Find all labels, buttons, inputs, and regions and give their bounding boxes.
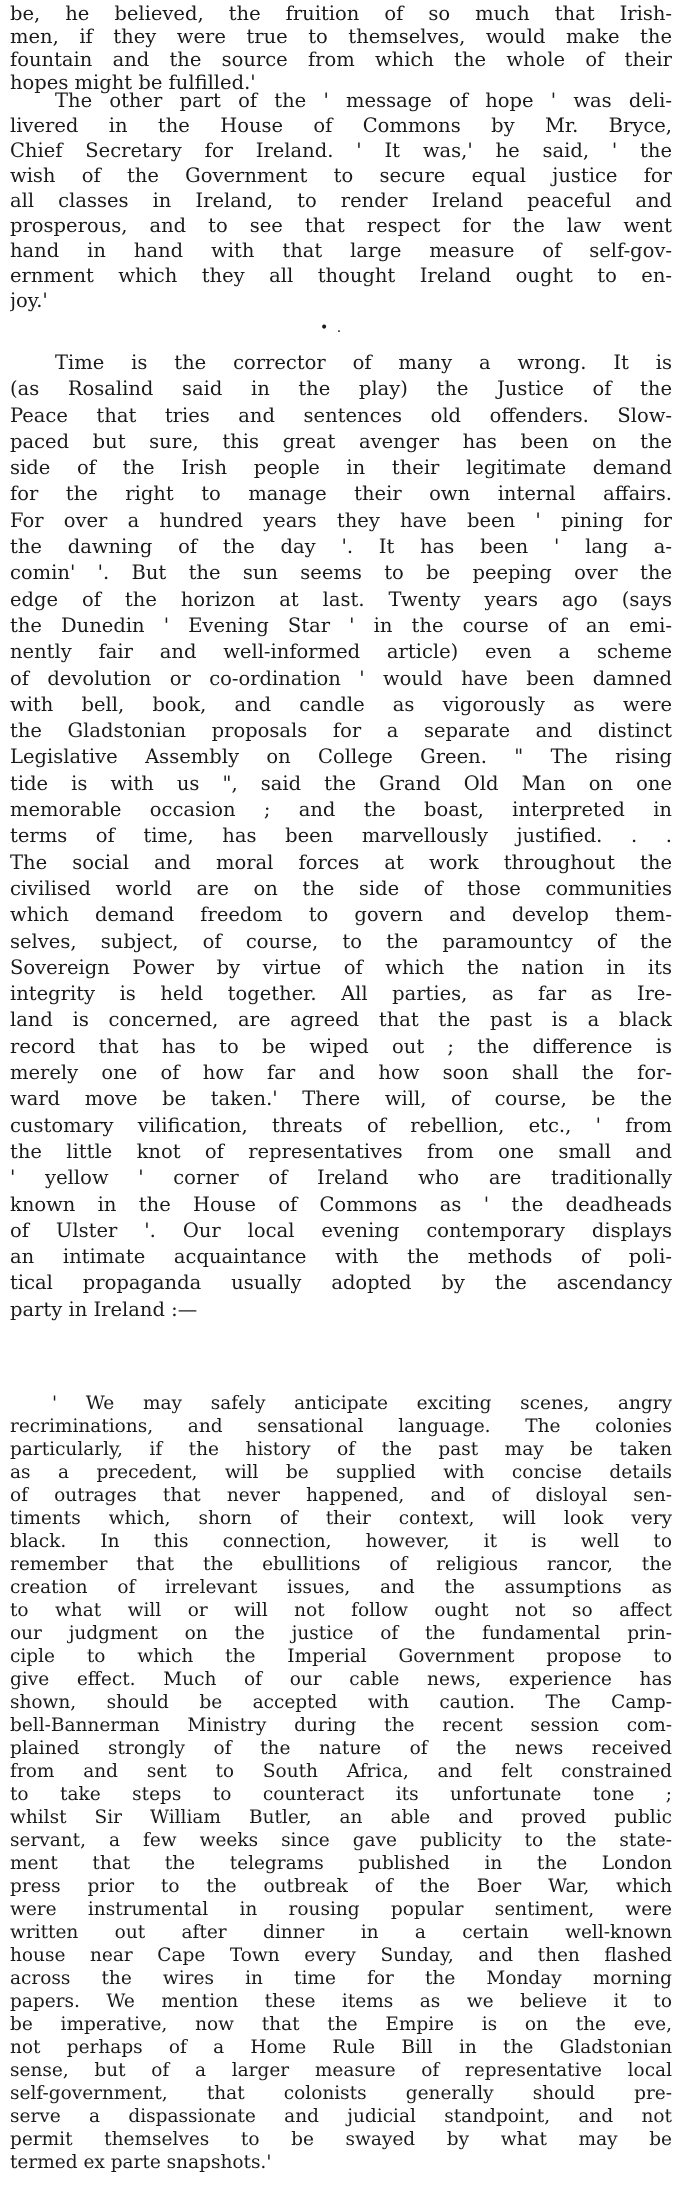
- text-line: black. In this connection, however, it is well to: [10, 1531, 672, 1552]
- text-line: our judgment on the justice of the fundamental prin-: [10, 1623, 672, 1644]
- text-line: customary vilification, threats of rebellion, etc., ' from: [10, 1113, 672, 1137]
- text-line: of Ulster '. Our local evening contemporary displays: [10, 1218, 672, 1242]
- text-line: Time is the corrector of many a wrong. It is: [55, 351, 672, 374]
- text-line: ernment which they all thought Ireland ought to en-: [10, 264, 672, 287]
- text-line: particularly, if the history of the past may be taken: [10, 1439, 672, 1460]
- text-line: not perhaps of a Home Rule Bill in the Gladstonian: [10, 2037, 672, 2058]
- text-line: For over a hundred years they have been ' pining for: [10, 508, 672, 532]
- text-line: integrity is held together. All parties, as far as Ire-: [10, 982, 672, 1006]
- text-line: ment that the telegrams published in the London: [10, 1853, 672, 1874]
- text-line: servant, a few weeks since gave publicity to the state-: [10, 1830, 672, 1851]
- text-line: Peace that tries and sentences old offenders. Slow-: [10, 403, 672, 427]
- paragraph-1: [10, 2, 672, 94]
- text-line: bell-Bannerman Ministry during the recent session com-: [10, 1715, 672, 1736]
- text-line: ' yellow ' corner of Ireland who are traditionally: [10, 1166, 672, 1190]
- text-line: with bell, book, and candle as vigorously as were: [10, 692, 672, 716]
- text-line: the dawning of the day '. It has been ' lang a-: [10, 535, 672, 559]
- text-line: tical propaganda usually adopted by the ascendancy: [10, 1271, 672, 1295]
- text-line: The other part of the ' message of hope ' was deli-: [55, 89, 672, 112]
- text-line: all classes in Ireland, to render Ireland peaceful and: [10, 189, 672, 212]
- text-line: comin' '. But the sun seems to be peeping over the: [10, 561, 672, 585]
- text-line: which demand freedom to govern and develop them-: [10, 903, 672, 927]
- text-line: self-government, that colonists generally should pre-: [10, 2083, 672, 2104]
- text-line: hand in hand with that large measure of self-gov-: [10, 239, 672, 262]
- text-line: serve a dispassionate and judicial standpoint, and not: [10, 2106, 672, 2127]
- text-line: plained strongly of the nature of the news received: [10, 1738, 672, 1759]
- text-line: the Dunedin ' Evening Star ' in the course of an emi-: [10, 613, 672, 637]
- text-line: Legislative Assembly on College Green. " The rising: [10, 745, 672, 769]
- text-line: Chief Secretary for Ireland. ' It was,' he said, ' the: [10, 139, 672, 162]
- text-line: papers. We mention these items as we believe it to: [10, 1991, 672, 2012]
- text-line: written out after dinner in a certain well-known: [10, 1922, 672, 1943]
- text-line: (as Rosalind said in the play) the Justice of the: [10, 377, 672, 401]
- text-line: fountain and the source from which the whole of their: [10, 48, 672, 71]
- text-line: from and sent to South Africa, and felt constrained: [10, 1761, 672, 1782]
- paragraph-3: [10, 350, 672, 1323]
- text-line: men, if they were true to themselves, would make the: [10, 25, 672, 48]
- text-line: the Gladstonian proposals for a separate and distinct: [10, 719, 672, 743]
- text-line: recriminations, and sensational language. The colonies: [10, 1416, 672, 1437]
- text-line: house near Cape Town every Sunday, and then flashed: [10, 1945, 672, 1966]
- text-line: to what will or will not follow ought not so affect: [10, 1600, 672, 1621]
- text-line: shown, should be accepted with caution. The Camp-: [10, 1692, 672, 1713]
- text-line: an intimate acquaintance with the methods of poli-: [10, 1245, 672, 1269]
- section-separator: • .: [320, 320, 344, 336]
- text-line: The social and moral forces at work throughout the: [10, 850, 672, 874]
- text-line: ward move be taken.' There will, of course, be the: [10, 1087, 672, 1111]
- text-line: whilst Sir William Butler, an able and proved public: [10, 1807, 672, 1828]
- text-line: termed ex parte snapshots.': [10, 2152, 272, 2173]
- text-line: nently fair and well-informed article) even a scheme: [10, 640, 672, 664]
- text-line: terms of time, has been marvellously justified. . .: [10, 824, 672, 848]
- text-line: edge of the horizon at last. Twenty years ago (says: [10, 587, 672, 611]
- text-line: paced but sure, this great avenger has been on the: [10, 429, 672, 453]
- text-line: for the right to manage their own internal affairs.: [10, 482, 672, 506]
- text-line: party in Ireland :—: [10, 1297, 198, 1321]
- text-line: press prior to the outbreak of the Boer War, which: [10, 1876, 672, 1897]
- text-line: remember that the ebullitions of religious rancor, the: [10, 1554, 672, 1575]
- text-line: land is concerned, are agreed that the past is a black: [10, 1008, 672, 1032]
- text-line: to take steps to counteract its unfortunate tone ;: [10, 1784, 672, 1805]
- text-line: the little knot of representatives from one small and: [10, 1139, 672, 1163]
- text-line: be imperative, now that the Empire is on the eve,: [10, 2014, 672, 2035]
- text-line: permit themselves to be swayed by what may be: [10, 2129, 672, 2150]
- text-line: give effect. Much of our cable news, experience has: [10, 1669, 672, 1690]
- quotation-block: [10, 1392, 672, 2174]
- text-line: civilised world are on the side of those communities: [10, 876, 672, 900]
- text-line: known in the House of Commons as ' the deadheads: [10, 1192, 672, 1216]
- text-line: of outrages that never happened, and of disloyal sen-: [10, 1485, 672, 1506]
- text-line: sense, but of a larger measure of representative local: [10, 2060, 672, 2081]
- text-line: ciple to which the Imperial Government propose to: [10, 1646, 672, 1667]
- text-line: memorable occasion ; and the boast, interpreted in: [10, 798, 672, 822]
- text-line: creation of irrelevant issues, and the assumptions as: [10, 1577, 672, 1598]
- text-line: tide is with us ", said the Grand Old Man on one: [10, 771, 672, 795]
- text-line: as a precedent, will be supplied with concise details: [10, 1462, 672, 1483]
- text-line: record that has to be wiped out ; the difference is: [10, 1034, 672, 1058]
- text-line: be, he believed, the fruition of so much that Irish-: [10, 2, 672, 25]
- text-line: joy.': [10, 289, 48, 312]
- text-line: across the wires in time for the Monday morning: [10, 1968, 672, 1989]
- text-line: wish of the Government to secure equal justice for: [10, 164, 672, 187]
- text-line: side of the Irish people in their legitimate demand: [10, 456, 672, 480]
- text-line: timents which, shorn of their context, will look very: [10, 1508, 672, 1529]
- paragraph-2: [10, 88, 672, 313]
- text-line: Sovereign Power by virtue of which the nation in its: [10, 955, 672, 979]
- text-line: prosperous, and to see that respect for the law went: [10, 214, 672, 237]
- text-line: of devolution or co-ordination ' would have been damned: [10, 666, 672, 690]
- text-line: ' We may safely anticipate exciting scenes, angry: [52, 1393, 672, 1414]
- text-line: were instrumental in rousing popular sentiment, were: [10, 1899, 672, 1920]
- text-line: merely one of how far and how soon shall the for-: [10, 1061, 672, 1085]
- text-line: selves, subject, of course, to the paramountcy of the: [10, 929, 672, 953]
- text-line: hopes might be fulfilled.': [10, 71, 256, 94]
- text-line: livered in the House of Commons by Mr. Bryce,: [10, 114, 672, 137]
